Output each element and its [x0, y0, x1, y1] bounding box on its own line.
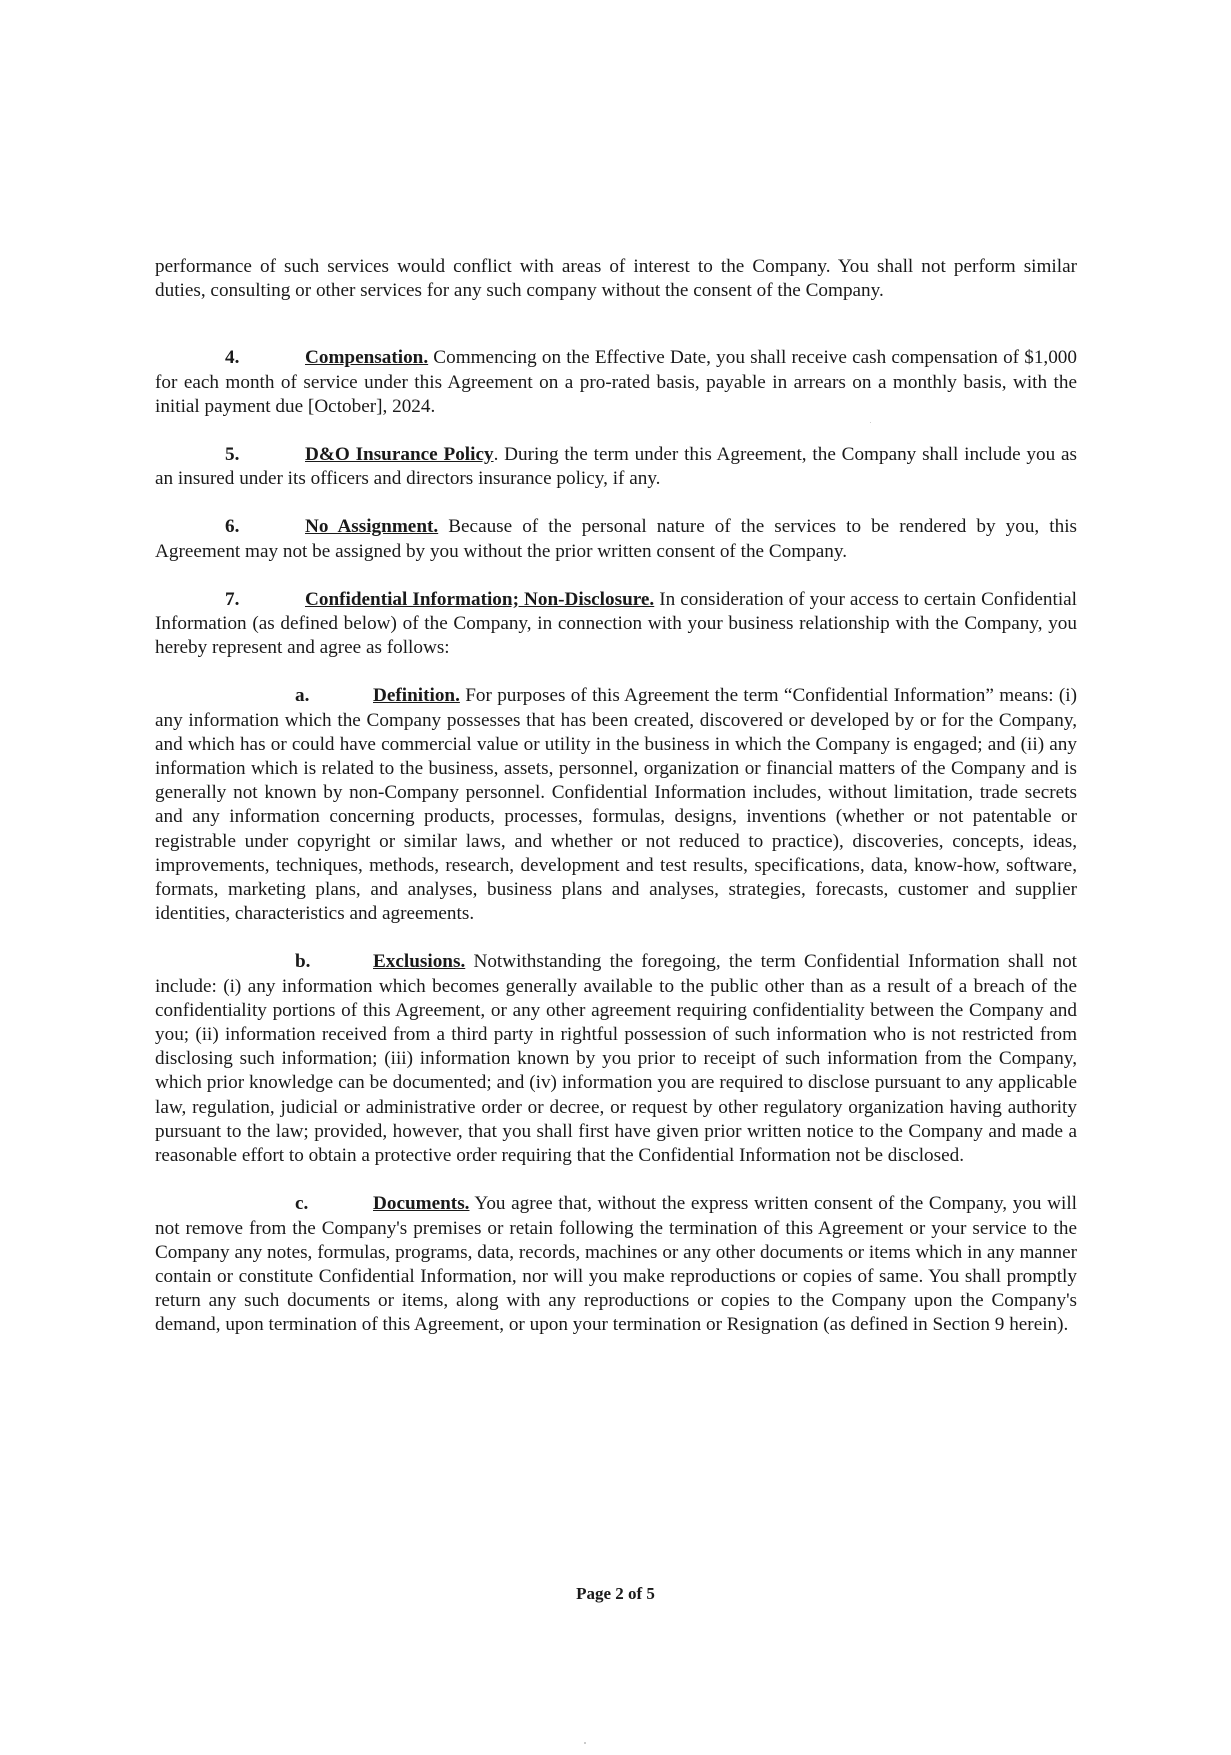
section-6-heading: No Assignment. [305, 516, 439, 538]
section-7-text: In consideration of your access to certain Confidential Information (as defined below) of the Company, in connection with your business relationship with the Company, you hereby represent and agree as follows: [155, 588, 1078, 659]
scan-speck [584, 1742, 586, 1744]
section-7 [155, 588, 1077, 661]
section-7-heading: Confidential Information; Non-Disclosure. [305, 588, 655, 610]
subsection-b-text: Notwithstanding the foregoing, the term Confidential Information shall not include: (i) any information which becomes generally available to the public other than as a result of a breach of the confidentiality portions of this Agreement, or any other agreement requiring confidentiality between the Company and you; (ii) information received from a third party in rightful possession of such information who is not restricted from disclosing such information; (iii) information known by you prior to receipt of such information from the Company, which prior knowledge can be documented; and (iv) information you are required to disclose pursuant to any applicable law, regulation, judicial or administrative order or decree, or request by other regulatory organization having authority pursuant to the law; provided, however, that you shall first have given prior written notice to the Company and made a reasonable effort to obtain a protective order requiring that the Confidential Information not be disclosed. [155, 951, 1077, 1167]
section-4-heading: Compensation. [305, 347, 429, 369]
subsection-a [155, 684, 1077, 926]
section-6 [155, 515, 1077, 563]
section-6-text: Because of the personal nature of the services to be rendered by you, this Agreement may not be assigned by you without the prior written consent of the Company. [155, 516, 1077, 562]
section-5-text: . During the term under this Agreement, the Company shall include you as an insured under its officers and directors insurance policy, if any. [155, 444, 1077, 490]
page-footer [0, 1584, 1231, 1604]
subsection-b [155, 950, 1077, 1168]
section-5 [155, 443, 1077, 491]
section-4-number: 4. [225, 347, 240, 369]
subsection-c-heading: Documents. [373, 1193, 470, 1215]
section-4-text: Commencing on the Effective Date, you shall receive cash compensation of $1,000 for each month of service under this Agreement on a pro-rated basis, payable in arrears on a monthly basis, with the initial payment due [October], 2024. [155, 347, 1077, 417]
section-5-heading: D&O Insurance Policy [305, 444, 494, 466]
page-number-label: Page 2 of 5 [576, 1584, 655, 1603]
subsection-a-letter: a. [295, 685, 310, 707]
subsection-a-text: For purposes of this Agreement the term “Confidential Information” means: (i) any information which the Company possesses that has been created, discovered or developed by or for the Company, and which has or could have commercial value or utility in the business in which the Company is engaged; and (ii) any information which is related to the business, assets, personnel, organization or financial matters of the Company and is generally not known by non-Company personnel. Confidential Information includes, without limitation, trade secrets and any information concerning products, processes, formulas, designs, inventions (whether or not patentable or registrable under copyright or similar laws, and whether or not reduced to practice), discoveries, concepts, ideas, improvements, techniques, methods, research, development and test results, specifications, data, know-how, software, formats, marketing plans, and analyses, business plans and analyses, strategies, forecasts, customer and supplier identities, characteristics and agreements. [155, 685, 1077, 925]
subsection-c-letter: c. [295, 1193, 309, 1215]
subsection-a-heading: Definition. [373, 685, 460, 707]
subsection-c [155, 1192, 1077, 1337]
section-6-number: 6. [225, 516, 240, 538]
subsection-b-heading: Exclusions. [373, 951, 466, 973]
continuation-paragraph: performance of such services would conflict with areas of interest to the Company. You shall not perform similar duties, consulting or other services for any such company without the consent of the Company. [155, 256, 1077, 302]
section-4 [155, 346, 1077, 419]
scan-speck [870, 422, 871, 423]
section-5-number: 5. [225, 444, 240, 466]
subsection-c-text: You agree that, without the express written consent of the Company, you will not remove from the Company's premises or retain following the termination of this Agreement or your service to the Company any notes, formulas, programs, data, records, machines or any other documents or items which in any manner contain or constitute Confidential Information, nor will you make reproductions or copies of same. You shall promptly return any such documents or items, along with any reproductions or copies to the Company upon the Company's demand, upon termination of this Agreement, or upon your termination or Resignation (as defined in Section 9 herein). [155, 1193, 1077, 1336]
document-body [155, 255, 1077, 1362]
subsection-b-letter: b. [295, 951, 311, 973]
section-7-number: 7. [225, 588, 240, 610]
